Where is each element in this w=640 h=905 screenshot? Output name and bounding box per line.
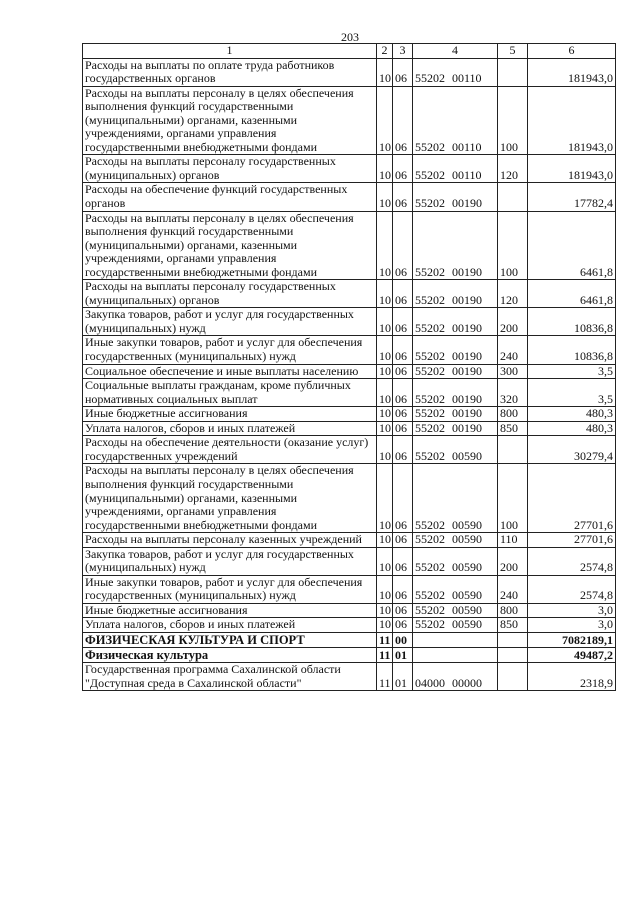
row-name: Расходы на обеспечение деятельности (оказание услуг) государственных учреждений <box>83 436 377 464</box>
row-subsection: 06 <box>393 155 413 183</box>
row-subsection: 06 <box>393 407 413 422</box>
row-subsection: 06 <box>393 183 413 211</box>
row-subsection: 06 <box>393 436 413 464</box>
row-expense-type: 100 <box>498 86 528 155</box>
row-subsection: 01 <box>393 663 413 691</box>
row-amount: 2318,9 <box>528 663 616 691</box>
row-expense-type: 300 <box>498 364 528 379</box>
row-target-article: 55202 00190 <box>413 421 498 436</box>
table-row <box>83 308 616 336</box>
table-row <box>83 155 616 183</box>
row-subsection: 06 <box>393 364 413 379</box>
row-name: Расходы на выплаты персоналу казенных учреждений <box>83 533 377 548</box>
row-target-article: 55202 00190 <box>413 183 498 211</box>
header-col-amount: 6 <box>528 44 616 59</box>
header-col-csr: 4 <box>413 44 498 59</box>
row-target-article <box>413 632 498 647</box>
table-row <box>83 533 616 548</box>
row-amount: 181943,0 <box>528 86 616 155</box>
row-amount: 181943,0 <box>528 155 616 183</box>
row-subsection: 06 <box>393 211 413 280</box>
page-number: 203 <box>341 30 359 44</box>
row-name: Расходы на выплаты персоналу в целях обеспечения выполнения функций государственными (муниципальными) органами, казенными учреждениями, органами управления государственными внебюджетными фондами <box>83 86 377 155</box>
row-subsection: 00 <box>393 632 413 647</box>
row-section: 10 <box>377 336 393 364</box>
row-target-article: 55202 00190 <box>413 211 498 280</box>
row-expense-type: 100 <box>498 211 528 280</box>
row-expense-type: 800 <box>498 407 528 422</box>
row-section: 10 <box>377 547 393 575</box>
row-target-article: 55202 00190 <box>413 407 498 422</box>
table-row <box>83 663 616 691</box>
row-section: 10 <box>377 183 393 211</box>
row-section: 10 <box>377 364 393 379</box>
row-section: 10 <box>377 280 393 308</box>
table-row <box>83 547 616 575</box>
row-amount: 3,5 <box>528 379 616 407</box>
row-expense-type: 120 <box>498 155 528 183</box>
row-section: 10 <box>377 436 393 464</box>
row-expense-type: 110 <box>498 533 528 548</box>
row-amount: 27701,6 <box>528 533 616 548</box>
row-name: Закупка товаров, работ и услуг для государственных (муниципальных) нужд <box>83 547 377 575</box>
row-subsection: 06 <box>393 618 413 633</box>
row-section: 11 <box>377 632 393 647</box>
row-section: 10 <box>377 618 393 633</box>
row-section: 10 <box>377 211 393 280</box>
row-expense-type: 240 <box>498 336 528 364</box>
row-subsection: 06 <box>393 379 413 407</box>
row-amount: 30279,4 <box>528 436 616 464</box>
row-amount: 7082189,1 <box>528 632 616 647</box>
row-section: 11 <box>377 663 393 691</box>
row-amount: 3,5 <box>528 364 616 379</box>
table-row <box>83 58 616 86</box>
row-expense-type: 320 <box>498 379 528 407</box>
row-name: Иные бюджетные ассигнования <box>83 603 377 618</box>
row-name: Иные бюджетные ассигнования <box>83 407 377 422</box>
row-subsection: 01 <box>393 648 413 663</box>
row-amount: 10836,8 <box>528 336 616 364</box>
row-amount: 49487,2 <box>528 648 616 663</box>
row-expense-type <box>498 436 528 464</box>
header-col-pr: 3 <box>393 44 413 59</box>
row-section: 10 <box>377 603 393 618</box>
row-amount: 6461,8 <box>528 280 616 308</box>
table-row <box>83 407 616 422</box>
row-amount: 27701,6 <box>528 464 616 533</box>
row-section: 10 <box>377 533 393 548</box>
row-target-article: 55202 00110 <box>413 86 498 155</box>
row-target-article: 04000 00000 <box>413 663 498 691</box>
budget-table <box>82 43 616 691</box>
table-row <box>83 603 616 618</box>
row-name: Расходы на выплаты персоналу в целях обеспечения выполнения функций государственными (муниципальными) органами, казенными учреждениями, органами управления государственными внебюджетными фондами <box>83 464 377 533</box>
table-row <box>83 211 616 280</box>
row-target-article: 55202 00190 <box>413 308 498 336</box>
row-target-article: 55202 00590 <box>413 618 498 633</box>
row-section: 10 <box>377 421 393 436</box>
row-target-article: 55202 00110 <box>413 155 498 183</box>
row-target-article: 55202 00190 <box>413 336 498 364</box>
row-name: Расходы на выплаты персоналу государственных (муниципальных) органов <box>83 280 377 308</box>
row-expense-type: 800 <box>498 603 528 618</box>
row-section: 10 <box>377 464 393 533</box>
row-name: ФИЗИЧЕСКАЯ КУЛЬТУРА И СПОРТ <box>83 632 377 647</box>
row-target-article: 55202 00110 <box>413 58 498 86</box>
row-expense-type: 200 <box>498 547 528 575</box>
row-section: 10 <box>377 379 393 407</box>
row-target-article: 55202 00590 <box>413 603 498 618</box>
row-section: 10 <box>377 308 393 336</box>
row-subsection: 06 <box>393 86 413 155</box>
header-col-rz: 2 <box>377 44 393 59</box>
table-row <box>83 648 616 663</box>
row-expense-type: 850 <box>498 618 528 633</box>
row-subsection: 06 <box>393 533 413 548</box>
table-row <box>83 280 616 308</box>
row-name: Закупка товаров, работ и услуг для государственных (муниципальных) нужд <box>83 308 377 336</box>
row-name: Социальное обеспечение и иные выплаты населению <box>83 364 377 379</box>
row-section: 10 <box>377 575 393 603</box>
row-amount: 6461,8 <box>528 211 616 280</box>
row-expense-type: 120 <box>498 280 528 308</box>
row-target-article: 55202 00590 <box>413 575 498 603</box>
row-expense-type <box>498 648 528 663</box>
row-name: Уплата налогов, сборов и иных платежей <box>83 618 377 633</box>
row-name: Расходы на обеспечение функций государственных органов <box>83 183 377 211</box>
row-name: Физическая культура <box>83 648 377 663</box>
row-name: Иные закупки товаров, работ и услуг для обеспечения государственных (муниципальных) нужд <box>83 575 377 603</box>
row-name: Расходы на выплаты по оплате труда работников государственных органов <box>83 58 377 86</box>
row-subsection: 06 <box>393 603 413 618</box>
row-subsection: 06 <box>393 308 413 336</box>
row-section: 10 <box>377 58 393 86</box>
row-expense-type: 200 <box>498 308 528 336</box>
table-row <box>83 336 616 364</box>
table-row <box>83 421 616 436</box>
row-expense-type <box>498 663 528 691</box>
row-subsection: 06 <box>393 280 413 308</box>
row-section: 10 <box>377 407 393 422</box>
row-expense-type <box>498 58 528 86</box>
row-amount: 17782,4 <box>528 183 616 211</box>
row-name: Расходы на выплаты персоналу в целях обеспечения выполнения функций государственными (муниципальными) органами, казенными учреждениями, органами управления государственными внебюджетными фондами <box>83 211 377 280</box>
table-row <box>83 618 616 633</box>
table-row <box>83 575 616 603</box>
row-section: 11 <box>377 648 393 663</box>
row-name: Государственная программа Сахалинской области "Доступная среда в Сахалинской области" <box>83 663 377 691</box>
row-expense-type <box>498 632 528 647</box>
row-target-article: 55202 00190 <box>413 364 498 379</box>
table-row <box>83 464 616 533</box>
row-section: 10 <box>377 155 393 183</box>
row-name: Уплата налогов, сборов и иных платежей <box>83 421 377 436</box>
header-col-name: 1 <box>83 44 377 59</box>
row-amount: 10836,8 <box>528 308 616 336</box>
row-amount: 2574,8 <box>528 575 616 603</box>
row-amount: 2574,8 <box>528 547 616 575</box>
row-subsection: 06 <box>393 58 413 86</box>
row-expense-type <box>498 183 528 211</box>
row-subsection: 06 <box>393 575 413 603</box>
row-target-article: 55202 00190 <box>413 379 498 407</box>
table-row <box>83 436 616 464</box>
table-body <box>83 58 616 691</box>
row-target-article: 55202 00590 <box>413 464 498 533</box>
table-row <box>83 379 616 407</box>
row-target-article: 55202 00190 <box>413 280 498 308</box>
row-name: Социальные выплаты гражданам, кроме публичных нормативных социальных выплат <box>83 379 377 407</box>
row-subsection: 06 <box>393 421 413 436</box>
row-subsection: 06 <box>393 547 413 575</box>
row-target-article <box>413 648 498 663</box>
row-amount: 480,3 <box>528 407 616 422</box>
table-row <box>83 632 616 647</box>
table-row <box>83 364 616 379</box>
row-target-article: 55202 00590 <box>413 533 498 548</box>
table-header-row <box>83 44 616 59</box>
row-amount: 181943,0 <box>528 58 616 86</box>
row-expense-type: 850 <box>498 421 528 436</box>
row-subsection: 06 <box>393 336 413 364</box>
row-expense-type: 100 <box>498 464 528 533</box>
row-subsection: 06 <box>393 464 413 533</box>
row-name: Иные закупки товаров, работ и услуг для обеспечения государственных (муниципальных) нужд <box>83 336 377 364</box>
row-target-article: 55202 00590 <box>413 436 498 464</box>
row-amount: 480,3 <box>528 421 616 436</box>
row-amount: 3,0 <box>528 603 616 618</box>
row-name: Расходы на выплаты персоналу государственных (муниципальных) органов <box>83 155 377 183</box>
row-target-article: 55202 00590 <box>413 547 498 575</box>
row-amount: 3,0 <box>528 618 616 633</box>
row-expense-type: 240 <box>498 575 528 603</box>
table-row <box>83 86 616 155</box>
header-col-vr: 5 <box>498 44 528 59</box>
row-section: 10 <box>377 86 393 155</box>
table-row <box>83 183 616 211</box>
